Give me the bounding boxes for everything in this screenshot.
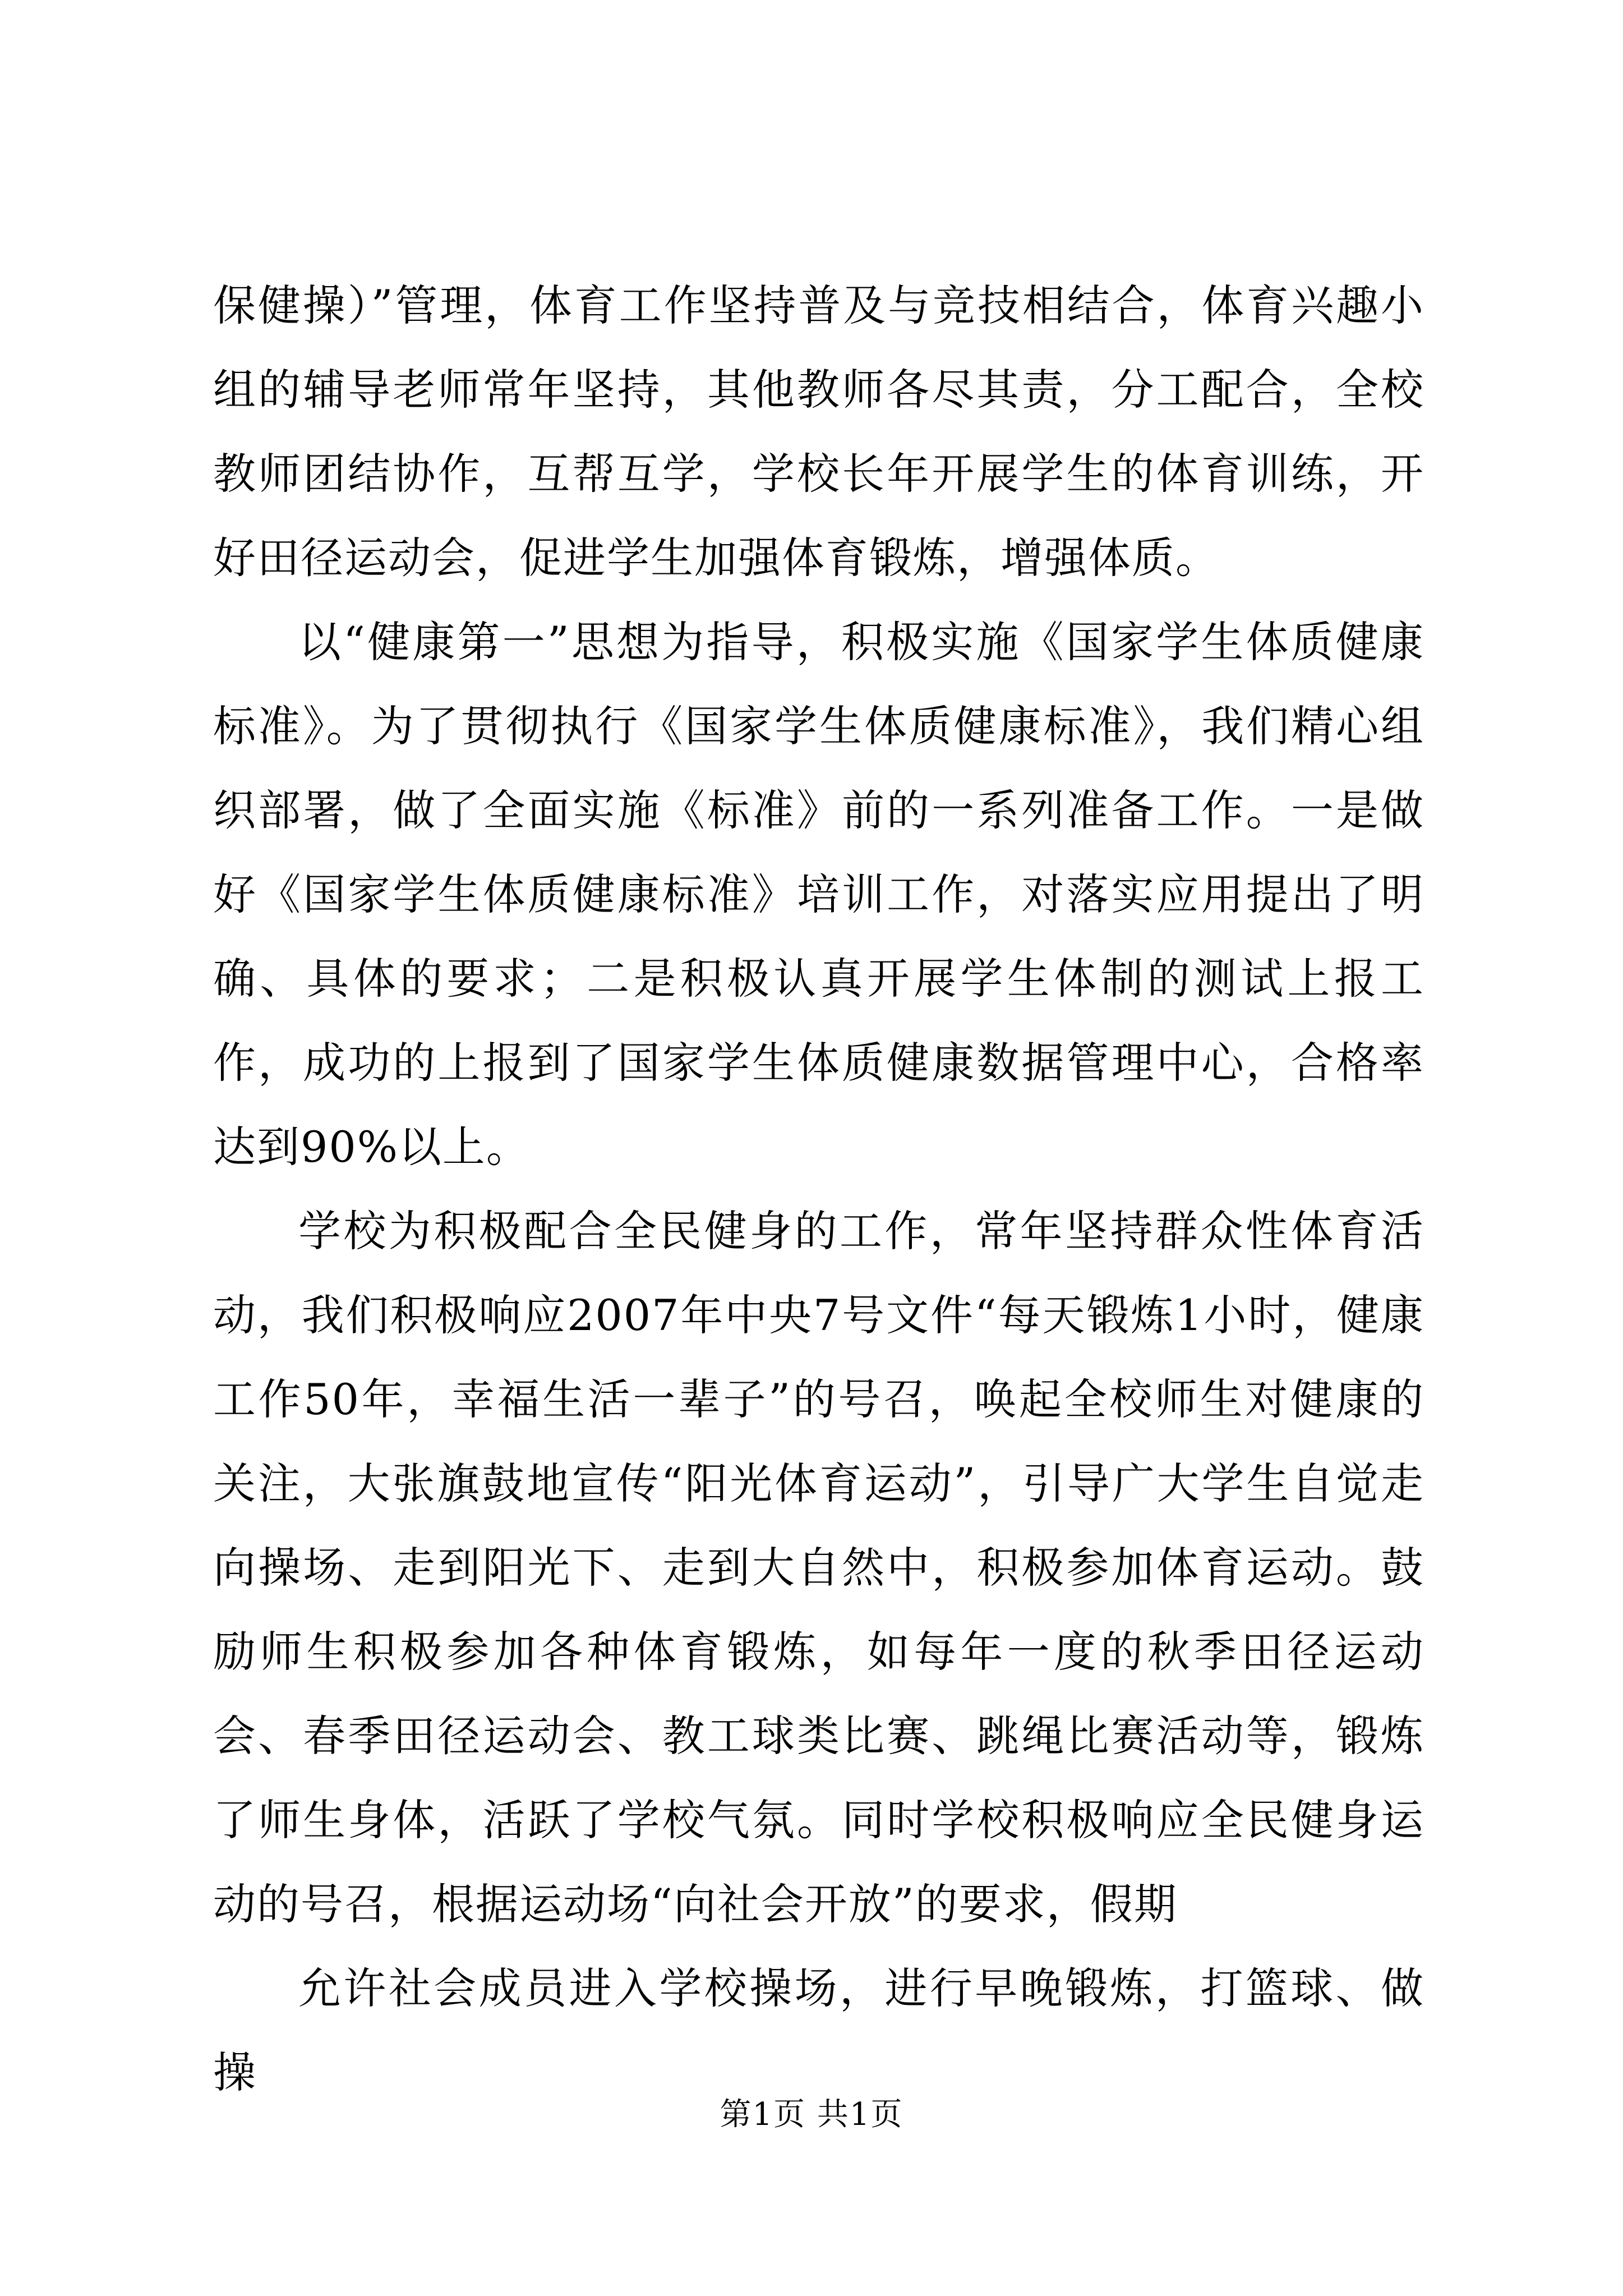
document-body [213,264,1424,2115]
paragraph-3: 学校为积极配合全民健身的工作，常年坚持群众性体育活动，我们积极响应2007年中央7号文件“每天锻炼1小时，健康工作50年，幸福生活一辈子”的号召，唤起全校师生对健康的关注，大张旗鼓地宣传“阳光体育运动”，引导广大学生自觉走向操场、走到阳光下、走到大自然中，积极参加体育运动。鼓励师生积极参加各种体育锻炼，如每年一度的秋季田径运动会、春季田径运动会、教工球类比赛、跳绳比赛活动等，锻炼了师生身体，活跃了学校气氛。同时学校积极响应全民健身运动的号召，根据运动场“向社会开放”的要求，假期 [213,1206,1424,1929]
paragraph-1: 保健操）”管理，体育工作坚持普及与竞技相结合，体育兴趣小组的辅导老师常年坚持，其他教师各尽其责，分工配合，全校教师团结协作，互帮互学，学校长年开展学生的体育训练，开好田径运动会，促进学生加强体育锻炼，增强体质。 [213,280,1424,583]
paragraph-4: 允许社会成员进入学校操场，进行早晚锻炼，打篮球、做操 [213,1963,1424,2097]
paragraph-2: 以“健康第一”思想为指导，积极实施《国家学生体质健康标准》。为了贯彻执行《国家学生体质健康标准》，我们精心组织部署，做了全面实施《标准》前的一系列准备工作。一是做好《国家学生体质健康标准》培训工作，对落实应用提出了明确、具体的要求；二是积极认真开展学生体制的测试上报工作，成功的上报到了国家学生体质健康数据管理中心，合格率达到90%以上。 [213,617,1424,1172]
page-number-footer: 第1页 共1页 [720,2096,903,2133]
